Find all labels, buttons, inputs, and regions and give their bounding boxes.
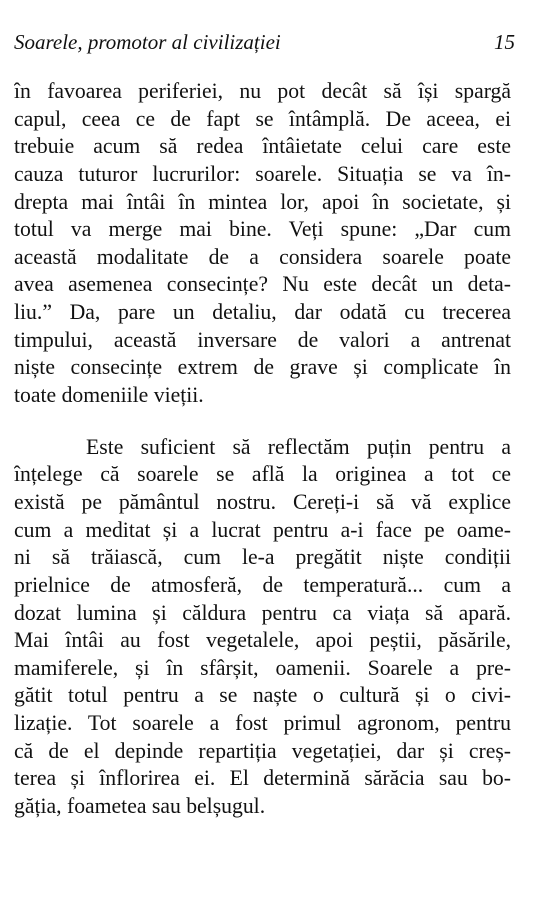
text-line: Mai întâi au fost vegetalele, apoi peștii, păsările, bbox=[14, 628, 511, 653]
text-line: mamiferele, și în sfârșit, oamenii. Soarele a pre- bbox=[14, 655, 511, 680]
running-header bbox=[14, 18, 515, 62]
text-line: lizație. Tot soarele a fost primul agronom, pentru bbox=[14, 711, 511, 736]
text-line: cum a meditat și a lucrat pentru a-i face pe oame- bbox=[14, 517, 511, 542]
text-line: toate domeniile vieții. bbox=[14, 383, 204, 408]
text-line: avea asemenea consecințe? Nu este decât un deta- bbox=[14, 272, 511, 297]
text-line: înțelege că soarele se află la originea a tot ce bbox=[14, 462, 511, 487]
text-line: prielnice de atmosferă, de temperatură... cum a bbox=[14, 572, 511, 597]
paragraph-1 bbox=[14, 78, 511, 410]
text-line: gătit totul pentru a se naște o cultură și o civi- bbox=[14, 683, 511, 708]
text-line: capul, ceea ce de fapt se întâmplă. De aceea, ei bbox=[14, 106, 511, 131]
text-line: dozat lumina și căldura pentru ca viața să apară. bbox=[14, 600, 511, 625]
text-line: această modalitate de a considera soarele poate bbox=[14, 244, 511, 269]
paragraph-2 bbox=[14, 434, 511, 821]
text-line: Este suficient să reflectăm puțin pentru a bbox=[86, 434, 511, 459]
text-line: trebuie acum să redea întâietate celui care este bbox=[14, 134, 511, 159]
text-line: că de el depinde repartiția vegetației, dar și creș- bbox=[14, 738, 511, 763]
text-line: în favoarea periferiei, nu pot decât să își spargă bbox=[14, 79, 511, 103]
text-line: timpului, această inversare de valori a antrenat bbox=[14, 327, 511, 352]
text-line: ni să trăiască, cum le-a pregătit niște condiții bbox=[14, 545, 511, 570]
paragraph-spacer bbox=[14, 410, 511, 434]
text-line: cauza tuturor lucrurilor: soarele. Situația se va în- bbox=[14, 161, 511, 186]
text-line: totul va merge mai bine. Veți spune: „Dar cum bbox=[14, 217, 511, 242]
text-line: niște consecințe extrem de grave și complicate în bbox=[14, 355, 511, 380]
text-line: drepta mai întâi în mintea lor, apoi în societate, și bbox=[14, 189, 511, 214]
text-line: găția, foametea sau belșugul. bbox=[14, 794, 266, 819]
body-text bbox=[14, 78, 511, 821]
page-number: 15 bbox=[494, 30, 515, 54]
text-line: liu.” Da, pare un detaliu, dar odată cu trecerea bbox=[14, 300, 511, 325]
text-line: există pe pământul nostru. Cereți-i să vă explice bbox=[14, 489, 511, 514]
chapter-title: Soarele, promotor al civilizației bbox=[14, 30, 281, 54]
text-line: terea și înflorirea ei. El determină sărăcia sau bo- bbox=[14, 766, 511, 791]
